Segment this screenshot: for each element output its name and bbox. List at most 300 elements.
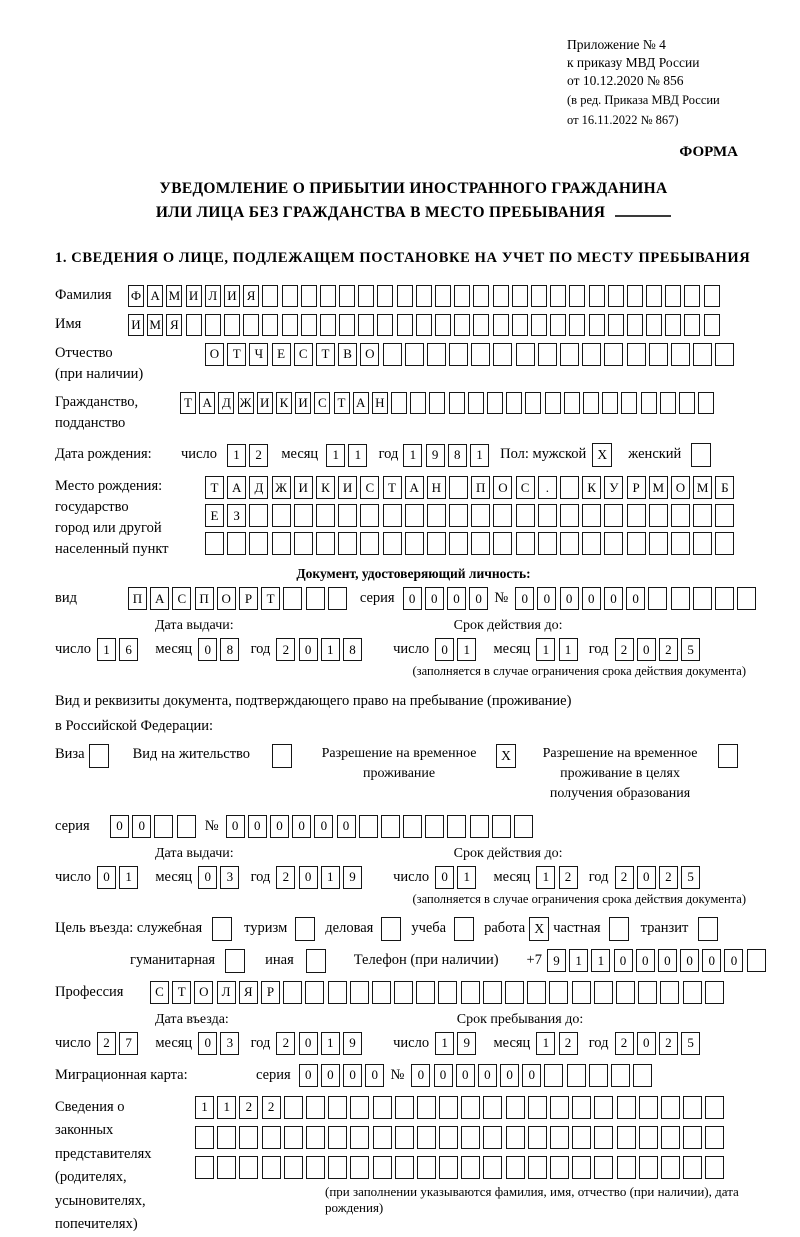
char-cell: 2 [239, 1096, 258, 1119]
representatives-label: Сведения о законных представителях (родителях, усыновителях, попечителях) [55, 1098, 152, 1233]
char-cell [661, 1156, 680, 1179]
char-cell [693, 504, 712, 527]
char-cell: 0 [478, 1064, 497, 1087]
char-cell: 8 [343, 638, 362, 661]
char-cell: О [360, 343, 379, 366]
char-cell: 5 [681, 866, 700, 889]
phone-label: Телефон (при наличии) [353, 952, 499, 969]
char-cell [316, 504, 335, 527]
entry-day-cells [97, 1032, 141, 1055]
checkbox-male: X [592, 443, 612, 467]
char-cell [493, 285, 509, 307]
char-cell [594, 1126, 613, 1149]
month-label: месяц [281, 446, 319, 463]
char-cell [239, 1126, 258, 1149]
char-cell [294, 532, 313, 555]
title-line2: ИЛИ ЛИЦА БЕЗ ГРАЖДАНСТВА В МЕСТО ПРЕБЫВАНИЯ [55, 201, 772, 224]
doc-date-values [55, 638, 772, 661]
char-cell [429, 392, 445, 414]
char-cell [154, 815, 173, 838]
char-cell [531, 314, 547, 336]
char-cell: К [316, 476, 335, 499]
char-cell [528, 1096, 547, 1119]
char-cell: 0 [658, 949, 677, 972]
permit-date-values [55, 866, 772, 889]
char-cell [528, 1156, 547, 1179]
char-cell [683, 1156, 702, 1179]
char-cell: 2 [276, 866, 295, 889]
char-cell [438, 981, 457, 1004]
char-cell: 1 [321, 866, 340, 889]
char-cell [493, 343, 512, 366]
citizenship-label: Гражданство, подданство [55, 393, 139, 431]
year-label: год [250, 641, 271, 658]
business-label: деловая [325, 920, 374, 937]
char-cell: 0 [321, 1064, 340, 1087]
char-cell [560, 532, 579, 555]
mig-series-cells [299, 1064, 388, 1087]
char-cell [679, 392, 695, 414]
fill-note: (при заполнении указываются фамилия, имя, отчество (при наличии), дата рождения) [325, 1183, 739, 1215]
char-cell [328, 1156, 347, 1179]
char-cell: 0 [411, 1064, 430, 1087]
doc-valid-day-cells [435, 638, 479, 661]
char-cell: М [649, 476, 668, 499]
char-cell: Ж [238, 392, 254, 414]
char-cell: 0 [447, 587, 466, 610]
char-cell [715, 532, 734, 555]
char-cell [282, 314, 298, 336]
char-cell [358, 314, 374, 336]
number-label: № [390, 1066, 405, 1083]
row-migration-card [55, 1064, 772, 1087]
month-label: месяц [493, 868, 531, 885]
stay-until-label: Срок пребывания до: [456, 1011, 584, 1027]
char-cell: К [276, 392, 292, 414]
char-cell: 1 [348, 444, 367, 467]
char-cell: 8 [448, 444, 467, 467]
char-cell [550, 1096, 569, 1119]
char-cell: С [516, 476, 535, 499]
char-cell [449, 476, 468, 499]
char-cell: 0 [434, 1064, 453, 1087]
title-underline [615, 215, 671, 217]
char-cell: 1 [195, 1096, 214, 1119]
char-cell: 8 [220, 638, 239, 661]
char-cell: С [150, 981, 169, 1004]
char-cell [611, 1064, 630, 1087]
char-cell [693, 343, 712, 366]
char-cell: Я [243, 285, 259, 307]
char-cell [528, 1126, 547, 1149]
char-cell [328, 1096, 347, 1119]
char-cell [372, 981, 391, 1004]
char-cell [301, 314, 317, 336]
permit-valid-month-cells [536, 866, 580, 889]
birth-year-cells [403, 444, 492, 467]
char-cell [639, 1156, 658, 1179]
month-label: месяц [493, 641, 531, 658]
char-cell [572, 1096, 591, 1119]
char-cell [483, 1156, 502, 1179]
day-label: число [393, 641, 430, 658]
name-cells [128, 314, 723, 336]
char-cell [243, 314, 259, 336]
char-cell [671, 587, 690, 610]
char-cell: Ч [249, 343, 268, 366]
char-cell [602, 392, 618, 414]
stay-month-cells [536, 1032, 580, 1055]
char-cell [594, 981, 613, 1004]
day-label: число [55, 641, 91, 658]
char-cell [608, 314, 624, 336]
char-cell [284, 1126, 303, 1149]
char-cell: И [338, 476, 357, 499]
identity-doc-heading: Документ, удостоверяющий личность: [296, 566, 531, 582]
char-cell: 1 [321, 1032, 340, 1055]
char-cell: А [150, 587, 169, 610]
char-cell: 0 [560, 587, 579, 610]
forma-label: ФОРМА [679, 144, 738, 161]
char-cell [316, 532, 335, 555]
char-cell: 0 [132, 815, 151, 838]
char-cell [487, 392, 503, 414]
char-cell: 1 [569, 949, 588, 972]
char-cell: 9 [457, 1032, 476, 1055]
char-cell [704, 285, 720, 307]
char-cell [373, 1156, 392, 1179]
char-cell [572, 1126, 591, 1149]
profession-label: Профессия [55, 983, 124, 1000]
char-cell [338, 504, 357, 527]
char-cell: Ж [272, 476, 291, 499]
char-cell [358, 285, 374, 307]
doc-type-cells [128, 587, 350, 610]
phone-cells [547, 949, 769, 972]
char-cell [604, 504, 623, 527]
char-cell: Б [715, 476, 734, 499]
checkbox-work: X [529, 917, 549, 941]
char-cell: 0 [637, 866, 656, 889]
char-cell: 2 [559, 1032, 578, 1055]
char-cell [449, 392, 465, 414]
char-cell [633, 1064, 652, 1087]
char-cell [284, 1096, 303, 1119]
char-cell: 0 [637, 1032, 656, 1055]
purpose-label: Цель въезда: служебная [55, 920, 203, 937]
char-cell [435, 285, 451, 307]
day-label: число [393, 868, 430, 885]
char-cell: К [582, 476, 601, 499]
sex-female-label: женский [628, 446, 682, 463]
char-cell: 0 [337, 815, 356, 838]
char-cell [262, 1126, 281, 1149]
char-cell [665, 285, 681, 307]
char-cell [439, 1096, 458, 1119]
checkbox-humanitarian [225, 949, 245, 973]
char-cell [544, 1064, 563, 1087]
char-cell [262, 285, 278, 307]
row-purpose2-phone [55, 949, 772, 973]
char-cell: 1 [457, 866, 476, 889]
rep-cells-row1 [195, 1096, 772, 1119]
entry-date-values [55, 1032, 772, 1055]
char-cell [516, 343, 535, 366]
char-cell [328, 587, 347, 610]
char-cell [693, 587, 712, 610]
char-cell [405, 532, 424, 555]
char-cell [217, 1156, 236, 1179]
char-cell [569, 314, 585, 336]
char-cell: 0 [110, 815, 129, 838]
char-cell [205, 314, 221, 336]
char-cell: 0 [614, 949, 633, 972]
char-cell [461, 1096, 480, 1119]
char-cell: 0 [435, 638, 454, 661]
char-cell [417, 1156, 436, 1179]
char-cell: 1 [536, 866, 555, 889]
char-cell [538, 504, 557, 527]
char-cell: И [128, 314, 144, 336]
char-cell [649, 504, 668, 527]
year-label: год [250, 868, 271, 885]
char-cell: 0 [299, 1064, 318, 1087]
char-cell: Т [383, 476, 402, 499]
char-cell [320, 314, 336, 336]
char-cell [177, 815, 196, 838]
char-cell: 2 [659, 1032, 678, 1055]
char-cell [594, 1156, 613, 1179]
surname-cells [128, 285, 723, 307]
char-cell: 6 [119, 638, 138, 661]
char-cell: 0 [299, 638, 318, 661]
char-cell: О [493, 476, 512, 499]
stay-day-cells [435, 1032, 479, 1055]
row-birthdate [55, 443, 772, 467]
char-cell [391, 392, 407, 414]
char-cell: И [224, 285, 240, 307]
char-cell [683, 981, 702, 1004]
char-cell [506, 1126, 525, 1149]
char-cell: Д [249, 476, 268, 499]
char-cell: 1 [403, 444, 422, 467]
char-cell [397, 314, 413, 336]
doc-valid-year-cells [615, 638, 704, 661]
row-surname [55, 285, 772, 307]
char-cell [339, 314, 355, 336]
char-cell [715, 587, 734, 610]
year-label: год [588, 641, 609, 658]
birthplace-label: Место рождения: государство город или другой населенный пункт [55, 478, 169, 558]
doc-series-cells [403, 587, 492, 610]
char-cell: 2 [615, 638, 634, 661]
char-cell [649, 343, 668, 366]
checkbox-business [381, 917, 401, 941]
char-cell: 2 [249, 444, 268, 467]
permit-issue-day-cells [97, 866, 141, 889]
char-cell [604, 532, 623, 555]
char-cell [338, 532, 357, 555]
char-cell [531, 285, 547, 307]
char-cell [461, 981, 480, 1004]
char-cell [621, 392, 637, 414]
char-cell: 2 [615, 1032, 634, 1055]
char-cell: 1 [435, 1032, 454, 1055]
char-cell [698, 392, 714, 414]
char-cell [471, 504, 490, 527]
char-cell: А [147, 285, 163, 307]
name-label: Имя [55, 316, 82, 333]
char-cell [350, 1096, 369, 1119]
year-label: год [588, 868, 609, 885]
char-cell [550, 1126, 569, 1149]
char-cell [454, 285, 470, 307]
char-cell: О [217, 587, 236, 610]
char-cell: О [671, 476, 690, 499]
char-cell [684, 314, 700, 336]
series-label: серия [359, 590, 395, 607]
char-cell: 1 [119, 866, 138, 889]
char-cell [617, 1096, 636, 1119]
char-cell [648, 587, 667, 610]
day-label: число [55, 1034, 91, 1051]
char-cell [567, 1064, 586, 1087]
char-cell [205, 532, 224, 555]
char-cell [224, 314, 240, 336]
checkbox-tourism [295, 917, 315, 941]
char-cell [483, 1126, 502, 1149]
char-cell [693, 532, 712, 555]
char-cell: Т [334, 392, 350, 414]
char-cell: Р [627, 476, 646, 499]
char-cell [704, 314, 720, 336]
char-cell [671, 532, 690, 555]
char-cell [239, 1156, 258, 1179]
char-cell: 1 [457, 638, 476, 661]
char-cell [359, 815, 378, 838]
char-cell [272, 504, 291, 527]
char-cell [527, 981, 546, 1004]
char-cell [492, 815, 511, 838]
char-cell [427, 343, 446, 366]
checkbox-residence-permit [272, 744, 292, 768]
char-cell: 0 [636, 949, 655, 972]
char-cell: 3 [220, 866, 239, 889]
char-cell: А [199, 392, 215, 414]
migration-card-label: Миграционная карта: [55, 1066, 188, 1083]
char-cell [705, 1096, 724, 1119]
char-cell: 0 [626, 587, 645, 610]
year-label: год [378, 446, 399, 463]
char-cell: 0 [680, 949, 699, 972]
char-cell [350, 981, 369, 1004]
row-representatives [55, 1096, 772, 1237]
rep-cells-row3 [195, 1156, 772, 1179]
char-cell: 1 [536, 1032, 555, 1055]
char-cell [306, 1156, 325, 1179]
month-label: месяц [493, 1034, 531, 1051]
char-cell [306, 1096, 325, 1119]
char-cell [705, 981, 724, 1004]
checkbox-official [212, 917, 232, 941]
char-cell: 0 [97, 866, 116, 889]
char-cell: Н [372, 392, 388, 414]
char-cell [705, 1156, 724, 1179]
char-cell [249, 532, 268, 555]
char-cell [294, 504, 313, 527]
char-cell: 2 [97, 1032, 116, 1055]
char-cell [186, 314, 202, 336]
checkbox-rvp: X [496, 744, 516, 768]
rep-cells-row2 [195, 1126, 772, 1149]
char-cell [397, 285, 413, 307]
char-cell [416, 314, 432, 336]
checkbox-study [454, 917, 474, 941]
char-cell: 2 [659, 866, 678, 889]
char-cell: 0 [198, 866, 217, 889]
char-cell [525, 392, 541, 414]
char-cell [262, 314, 278, 336]
char-cell: 0 [343, 1064, 362, 1087]
char-cell: С [294, 343, 313, 366]
char-cell: 0 [469, 587, 488, 610]
char-cell: 1 [536, 638, 555, 661]
char-cell: М [693, 476, 712, 499]
char-cell: 0 [435, 866, 454, 889]
char-cell [589, 285, 605, 307]
char-cell: П [195, 587, 214, 610]
char-cell [395, 1096, 414, 1119]
checkbox-visa [89, 744, 109, 768]
birthplace-cells-row3 [205, 532, 738, 555]
char-cell: 0 [637, 638, 656, 661]
char-cell [660, 392, 676, 414]
char-cell [627, 532, 646, 555]
char-cell: 5 [681, 638, 700, 661]
rvp-education-label: Разрешение на временное проживание в целях получения образования [542, 745, 698, 802]
char-cell: Е [272, 343, 291, 366]
checkbox-other [306, 949, 326, 973]
char-cell [417, 1096, 436, 1119]
char-cell: . [538, 476, 557, 499]
char-cell [447, 815, 466, 838]
checkbox-female [691, 443, 711, 467]
char-cell: 0 [270, 815, 289, 838]
char-cell [512, 314, 528, 336]
char-cell: О [194, 981, 213, 1004]
char-cell: Р [261, 981, 280, 1004]
char-cell: 0 [425, 587, 444, 610]
char-cell [572, 981, 591, 1004]
ref-line: Приложение № 4 [567, 37, 666, 52]
residence-doc-line1: Вид и реквизиты документа, подтверждающего право на пребывание (проживание) [55, 693, 572, 710]
char-cell [468, 392, 484, 414]
char-cell: Е [205, 504, 224, 527]
profession-cells [150, 981, 727, 1004]
day-label: число [55, 868, 91, 885]
doc-number-cells [515, 587, 759, 610]
char-cell: 0 [456, 1064, 475, 1087]
rvp-label: Разрешение на временное проживание [321, 745, 477, 782]
char-cell: 0 [582, 587, 601, 610]
entry-month-cells [198, 1032, 242, 1055]
char-cell: 2 [615, 866, 634, 889]
row-residence-doc-types [55, 744, 772, 805]
char-cell [272, 532, 291, 555]
char-cell: 0 [248, 815, 267, 838]
representatives-cells-block [195, 1096, 772, 1216]
char-cell: П [128, 587, 147, 610]
